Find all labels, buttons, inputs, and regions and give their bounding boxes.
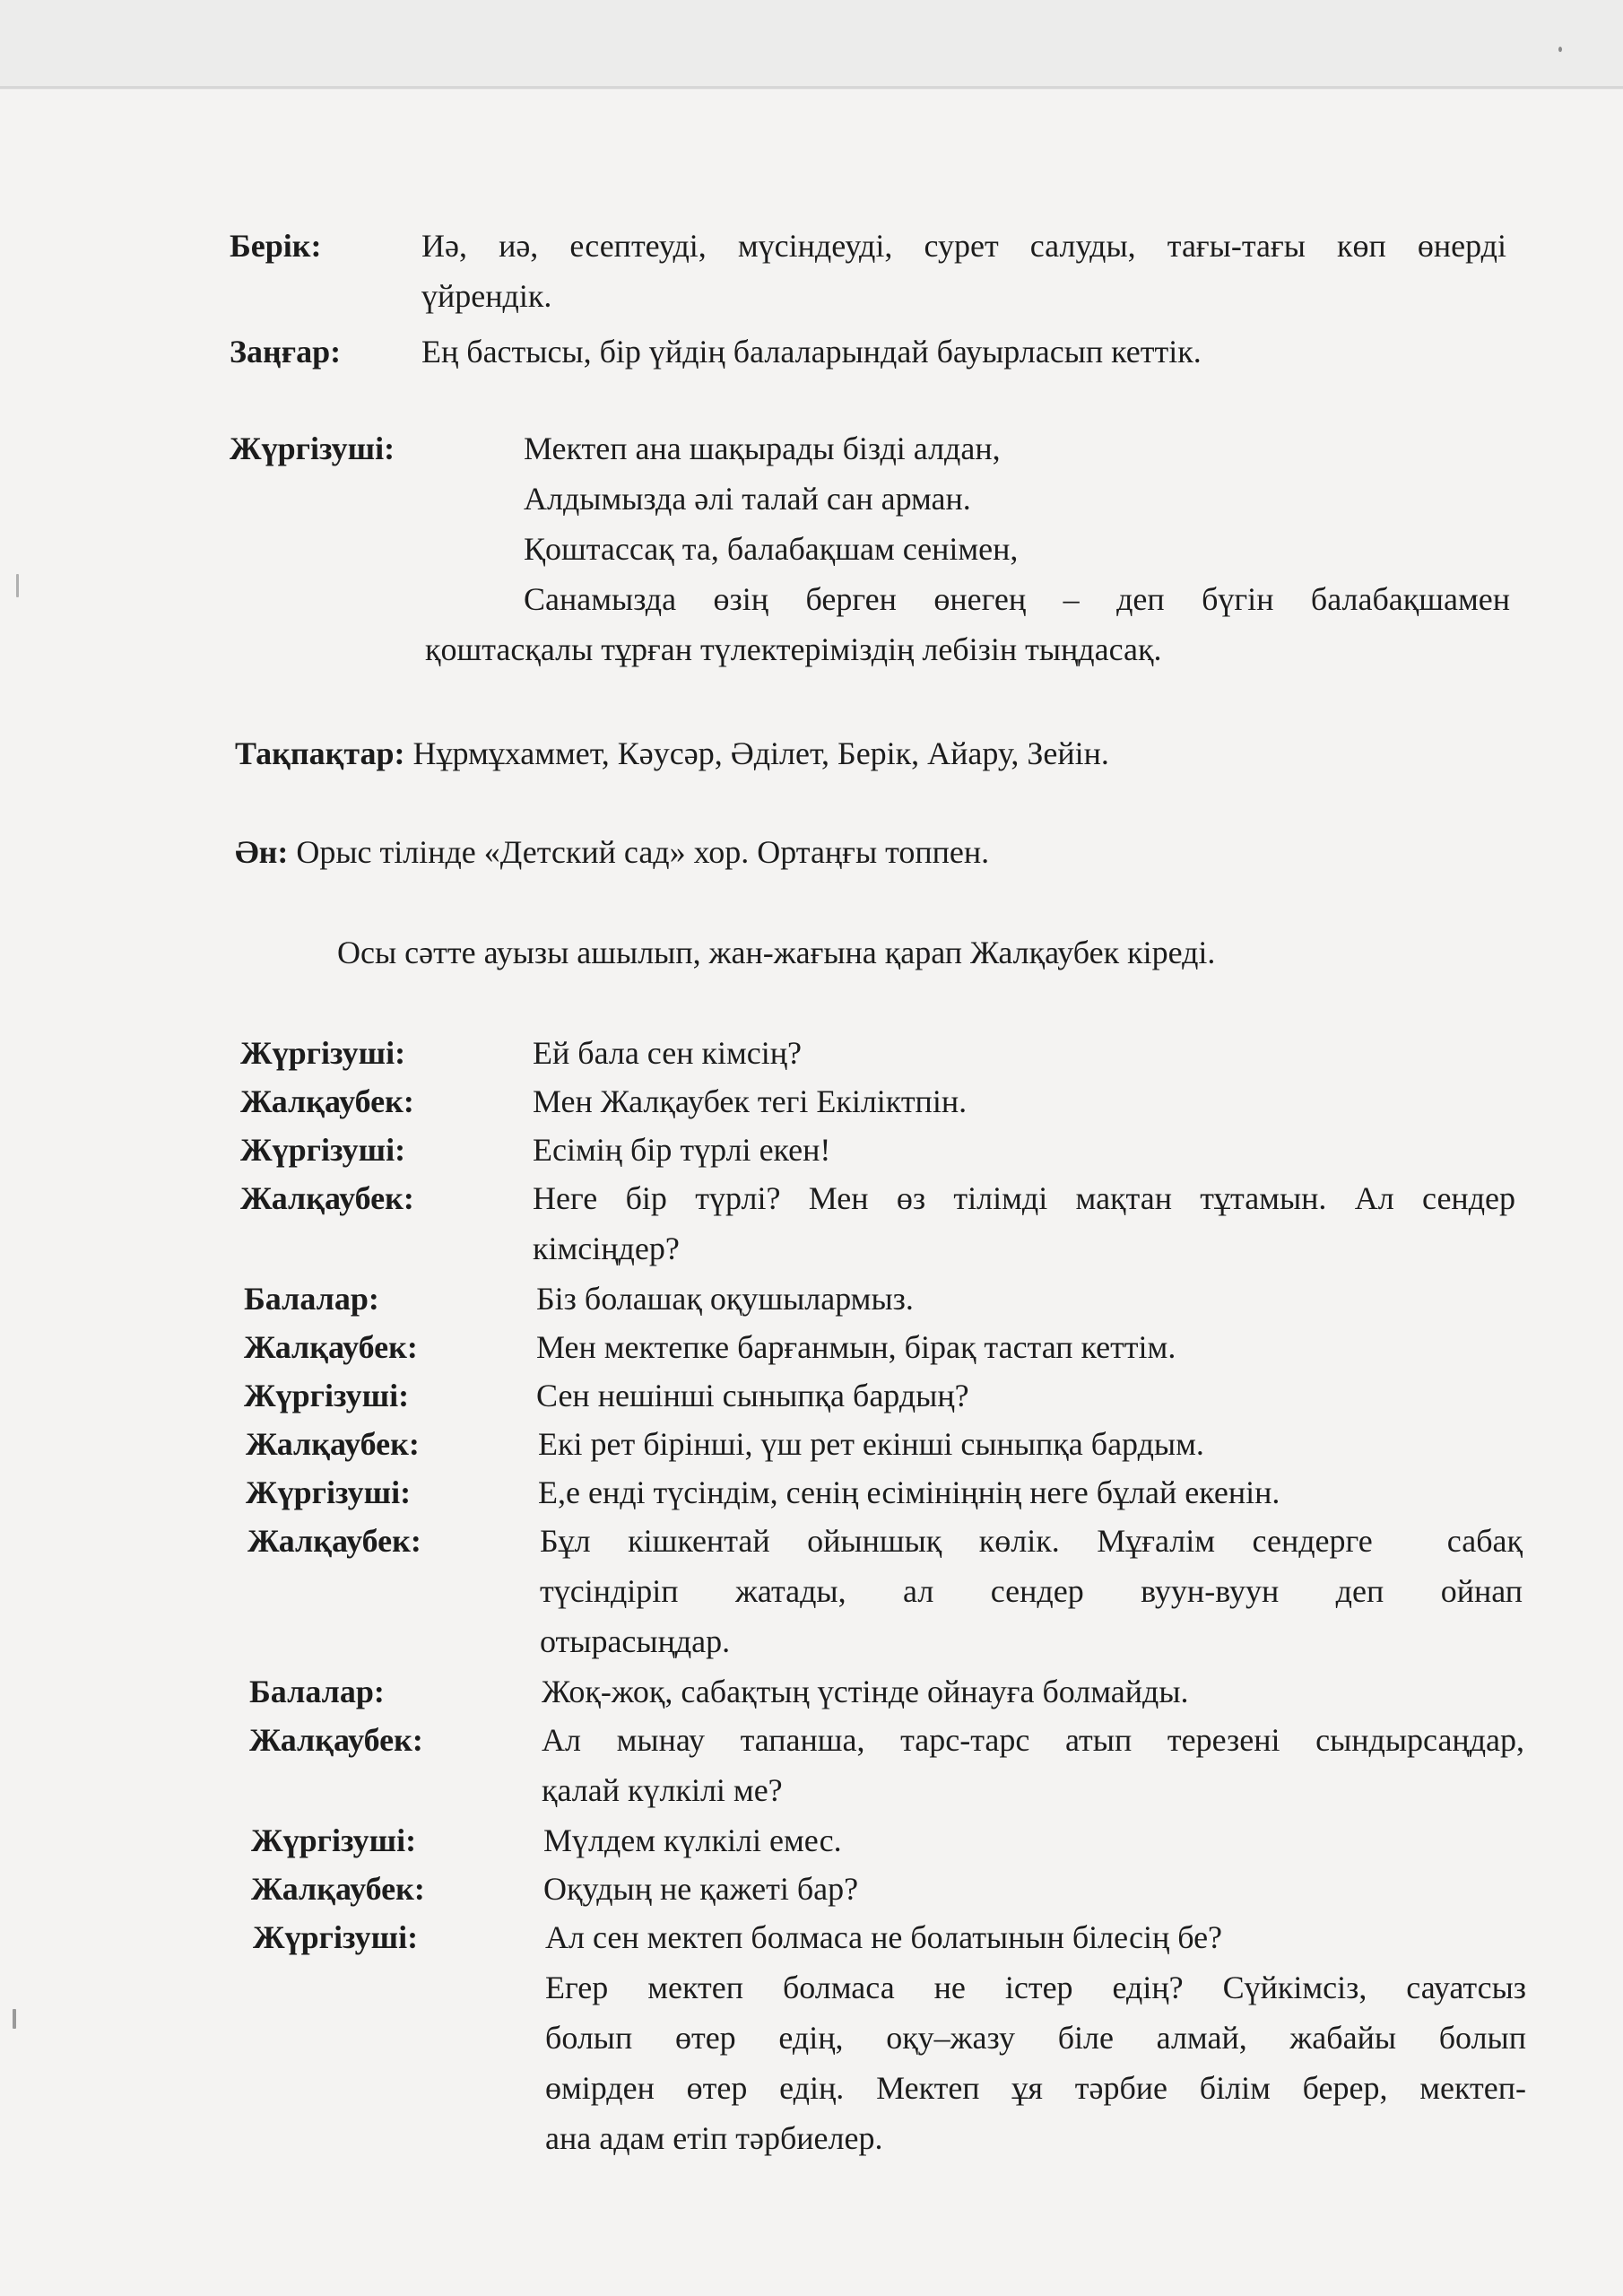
speaker-label: Жалқаубек: <box>240 1180 414 1216</box>
dialogue-line: Мен мектепке барғанмын, бірақ тастап кеттім. <box>536 1329 1176 1365</box>
scan-top-margin <box>0 0 1623 90</box>
dialogue-line: Ал сен мектеп болмаса не болатынын білесің бе? <box>545 1919 1223 1955</box>
speaker-label: Жүргізуші: <box>240 1035 406 1071</box>
scan-speck <box>13 2009 16 2029</box>
dialogue-line: Біз болашақ оқушылармыз. <box>536 1281 914 1317</box>
scan-speck <box>16 574 19 597</box>
takpaktar-label: Тақпақтар: <box>235 735 405 771</box>
speaker-label: Жүргізуші: <box>246 1474 412 1510</box>
speaker-label: Жүргізуші: <box>230 430 395 466</box>
poem-line: Қоштассақ та, балабақшам сенімен, <box>524 531 1019 567</box>
speaker-label: Берік: <box>230 228 322 264</box>
speaker-label: Жалқаубек: <box>251 1871 425 1907</box>
song-label: Ән: <box>235 834 289 870</box>
poem-continuation: қоштасқалы тұрған түлектеріміздің лебізін тыңдасақ. <box>425 631 1162 667</box>
dialogue-line: үйрендік. <box>421 278 552 314</box>
song-line <box>235 827 989 877</box>
dialogue-line: түсіндіріп жатады, ал сендер вуун-вуун деп ойнап <box>540 1573 1523 1609</box>
stage-direction: Осы сәтте ауызы ашылып, жан-жағына қарап Жалқаубек кіреді. <box>337 935 1216 970</box>
dialogue-line: Мүлдем күлкілі емес. <box>543 1822 842 1858</box>
dialogue-line: Есімің бір түрлі екен! <box>533 1132 831 1168</box>
dialogue-line: Неге бір түрлі? Мен өз тілімді мақтан тұтамын. Ал сендер <box>533 1180 1515 1216</box>
dialogue-line: Оқудың не қажеті бар? <box>543 1871 859 1907</box>
speaker-label: Жалқаубек: <box>246 1426 420 1462</box>
takpaktar-names: Нұрмұхаммет, Кәусәр, Әділет, Берік, Айару, Зейін. <box>404 735 1109 771</box>
speaker-label: Жүргізуші: <box>253 1919 419 1955</box>
dialogue-line: өмірден өтер едің. Мектеп ұя тәрбие білім берер, мектеп- <box>545 2070 1526 2106</box>
speaker-label: Жалқаубек: <box>240 1083 414 1119</box>
poem-line: Санамызда өзің берген өнегең – деп бүгін балабақшамен <box>524 581 1510 617</box>
speaker-label: Жалқаубек: <box>244 1329 418 1365</box>
speaker-label: Жүргізуші: <box>251 1822 417 1858</box>
song-text: Орыс тілінде «Детский сад» хор. Ортаңғы топпен. <box>288 834 990 870</box>
dialogue-line: кімсіңдер? <box>533 1231 680 1266</box>
dialogue-line: Мен Жалқаубек тегі Екіліктпін. <box>533 1083 968 1119</box>
poem-line: Мектеп ана шақырады бізді алдан, <box>524 430 1001 466</box>
speaker-label: Балалар: <box>244 1281 379 1317</box>
speaker-label: Заңғар: <box>230 334 342 370</box>
dialogue-line: Егер мектеп болмаса не істер едің? Сүйкімсіз, сауатсыз <box>545 1970 1526 2005</box>
dialogue-line: Жоқ-жоқ, сабақтың үстінде ойнауға болмайды. <box>542 1674 1189 1709</box>
dialogue-line: Бұл кішкентай ойыншық көлік. Мұғалім сендерге сабақ <box>540 1523 1523 1559</box>
dialogue-line: отырасыңдар. <box>540 1623 731 1659</box>
takpaktar-line <box>235 728 1109 778</box>
dialogue-line: Ең бастысы, бір үйдің балаларындай бауырласып кеттік. <box>421 334 1202 370</box>
speaker-label: Жалқаубек: <box>249 1722 423 1758</box>
dialogue-line: болып өтер едің, оқу–жазу біле алмай, жабайы болып <box>545 2020 1526 2056</box>
speaker-label: Балалар: <box>249 1674 385 1709</box>
dialogue-line: Екі рет бірінші, үш рет екінші сыныпқа бардым. <box>538 1426 1204 1462</box>
dialogue-line: ана адам етіп тәрбиелер. <box>545 2120 883 2156</box>
dialogue-line: Сен нешінші сыныпқа бардың? <box>536 1378 969 1413</box>
dialogue-line: Ей бала сен кімсің? <box>533 1035 802 1071</box>
scan-page-edge <box>0 86 1623 89</box>
dialogue-line: Ал мынау тапанша, тарс-тарс атып терезені сындырсаңдар, <box>542 1722 1524 1758</box>
dialogue-line: қалай күлкілі ме? <box>542 1772 783 1808</box>
dialogue-line: Иә, иә, есептеуді, мүсіндеуді, сурет салуды, тағы-тағы көп өнерді <box>421 228 1506 264</box>
dialogue-line: Е,е енді түсіндім, сенің есімініңнің неге бұлай екенін. <box>538 1474 1280 1510</box>
speaker-label: Жалқаубек: <box>247 1523 421 1559</box>
poem-line: Алдымызда әлі талай сан арман. <box>524 481 971 517</box>
speaker-label: Жүргізуші: <box>244 1378 410 1413</box>
scan-speck <box>1558 47 1562 52</box>
speaker-label: Жүргізуші: <box>240 1132 406 1168</box>
